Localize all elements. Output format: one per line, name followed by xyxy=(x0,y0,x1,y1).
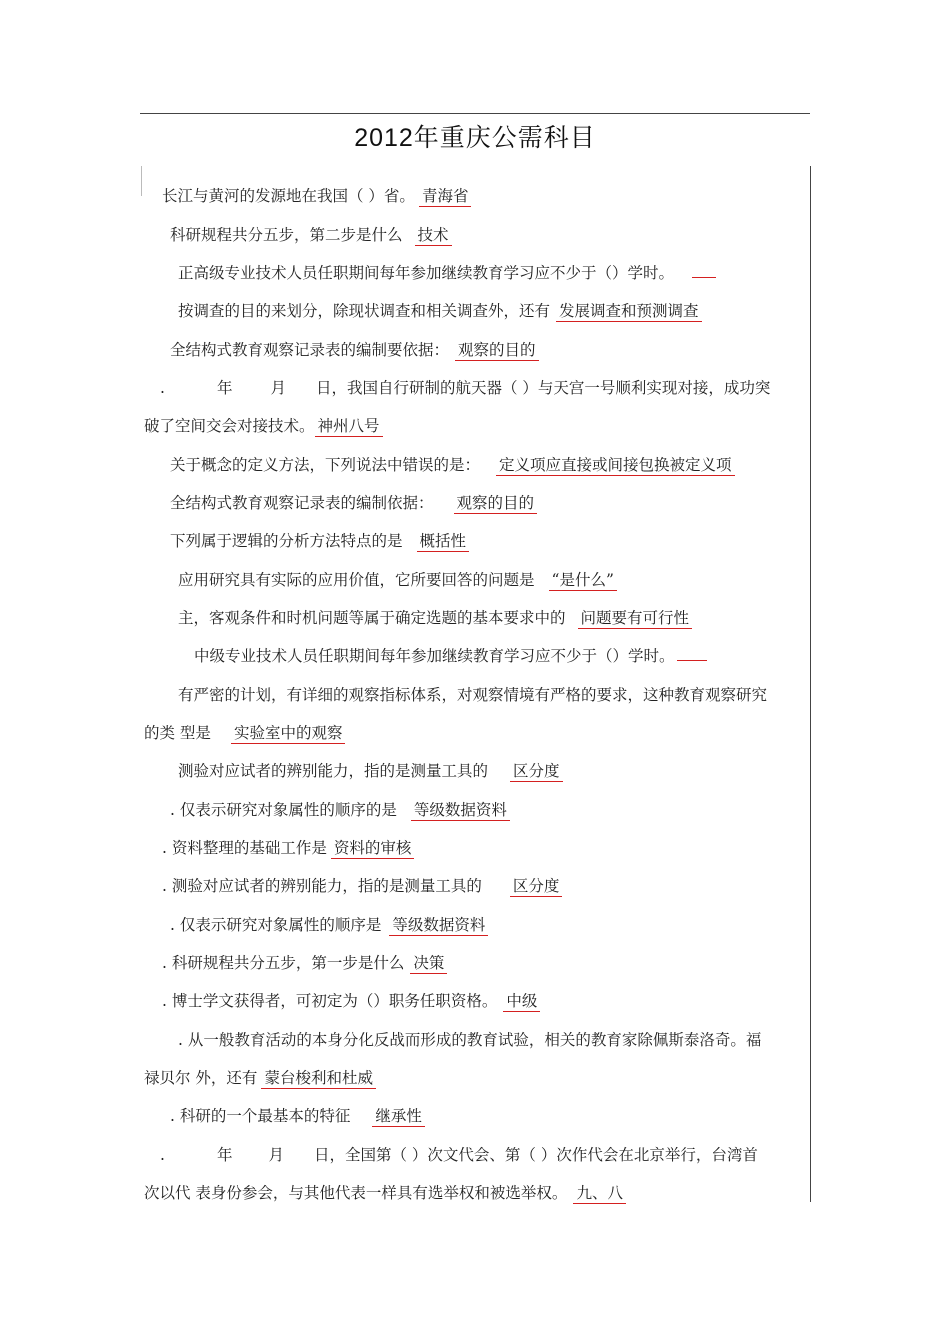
question-19: . 科研规程共分五步，第一步是什么 决策 xyxy=(162,953,447,973)
answer-6: 神州八号 xyxy=(315,417,383,437)
answer-2: 技术 xyxy=(415,226,452,246)
question-7: 关于概念的定义方法，下列说法中错误的是： 定义项应直接或间接包换被定义项 xyxy=(170,455,735,475)
question-1: 长江与黄河的发源地在我国（ ）省。 青海省 xyxy=(162,186,471,206)
answer-1: 青海省 xyxy=(419,187,472,207)
question-14: 测验对应试者的辨别能力，指的是测量工具的 区分度 xyxy=(178,761,563,781)
answer-23: 九、八 xyxy=(573,1184,626,1204)
answer-10: “是什么” xyxy=(549,571,617,591)
question-15: . 仅表示研究对象属性的顺序的是 等级数据资料 xyxy=(170,800,510,820)
question-12: 中级专业技术人员任职期间每年参加继续教育学习应不少于（）学时。 xyxy=(194,646,707,666)
answer-16: 资料的审核 xyxy=(331,839,415,859)
answer-4: 发展调查和预测调查 xyxy=(556,302,702,322)
question-18: . 仅表示研究对象属性的顺序是 等级数据资料 xyxy=(170,915,488,935)
answer-9: 概括性 xyxy=(417,532,470,552)
question-9: 下列属于逻辑的分析方法特点的是 概括性 xyxy=(170,531,469,551)
question-6-line-1: . 年 月 日，我国自行研制的航天器（ ）与天宫一号顺利实现对接，成功突 xyxy=(160,379,771,397)
question-21-line-1: . 从一般教育活动的本身分化反战而形成的教育试验，相关的教育家除佩斯泰洛奇。福 xyxy=(178,1031,762,1049)
top-rule xyxy=(140,113,810,114)
question-6-line-2: 破了空间交会对接技术。 神州八号 xyxy=(144,416,383,436)
answer-blank-12 xyxy=(677,646,707,661)
answer-blank-3 xyxy=(692,263,716,278)
question-23-line-2: 次以代 表身份参会，与其他代表一样具有选举权和被选举权。 九、八 xyxy=(144,1183,626,1203)
question-4: 按调查的目的来划分，除现状调查和相关调查外，还有 发展调查和预测调查 xyxy=(178,301,702,321)
question-23-line-1: . 年 月 日，全国第（ ）次文代会、第（ ）次作代会在北京举行，台湾首 xyxy=(160,1146,758,1164)
answer-22: 继承性 xyxy=(372,1107,425,1127)
question-13-line-1: 有严密的计划，有详细的观察指标体系，对观察情境有严格的要求，这种教育观察研究 xyxy=(178,686,768,704)
answer-7: 定义项应直接或间接包换被定义项 xyxy=(496,456,735,476)
question-11: 主，客观条件和时机问题等属于确定选题的基本要求中的 问题要有可行性 xyxy=(178,608,692,628)
page-title: 2012年重庆公需科目 xyxy=(354,124,596,152)
question-21-line-2: 禄贝尔 外，还有 蒙台梭利和杜威 xyxy=(144,1068,376,1088)
answer-15: 等级数据资料 xyxy=(411,801,510,821)
answer-13: 实验室中的观察 xyxy=(231,724,346,744)
answer-14: 区分度 xyxy=(510,762,563,782)
question-22: . 科研的一个最基本的特征 继承性 xyxy=(170,1106,425,1126)
left-border xyxy=(141,166,142,196)
question-5: 全结构式教育观察记录表的编制要依据： 观察的目的 xyxy=(170,340,539,360)
right-border xyxy=(810,166,811,1202)
question-3: 正高级专业技术人员任职期间每年参加继续教育学习应不少于（）学时。 xyxy=(178,263,716,283)
question-8: 全结构式教育观察记录表的编制依据： 观察的目的 xyxy=(170,493,537,513)
answer-18: 等级数据资料 xyxy=(389,916,488,936)
answer-20: 中级 xyxy=(503,992,540,1012)
answer-8: 观察的目的 xyxy=(454,494,538,514)
answer-11: 问题要有可行性 xyxy=(578,609,693,629)
question-10: 应用研究具有实际的应用价值，它所要回答的问题是 “是什么” xyxy=(178,570,617,590)
question-13-line-2: 的类 型是 实验室中的观察 xyxy=(144,723,345,743)
answer-19: 决策 xyxy=(410,954,447,974)
question-17: . 测验对应试者的辨别能力，指的是测量工具的 区分度 xyxy=(162,876,562,896)
answer-5: 观察的目的 xyxy=(455,341,539,361)
answer-17: 区分度 xyxy=(510,877,563,897)
question-2: 科研规程共分五步，第二步是什么 技术 xyxy=(170,225,452,245)
answer-21: 蒙台梭利和杜威 xyxy=(261,1069,376,1089)
question-16: . 资料整理的基础工作是 资料的审核 xyxy=(162,838,414,858)
question-20: . 博士学文获得者，可初定为（）职务任职资格。 中级 xyxy=(162,991,540,1011)
